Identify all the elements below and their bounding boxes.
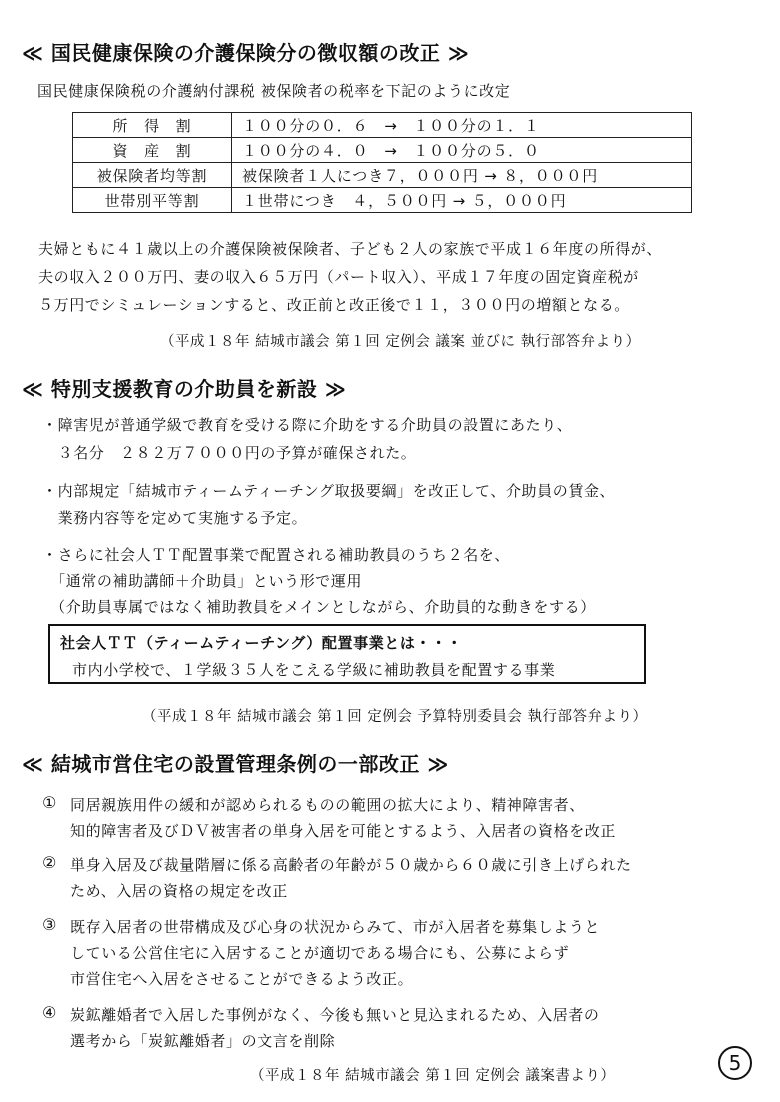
section3-heading: ≪ 結城市営住宅の設置管理条例の一部改正 ≫ — [22, 752, 449, 776]
section3-source: （平成１８年 結城市議会 第１回 定例会 議案書より） — [250, 1068, 616, 1084]
rate-value: １世帯につき ４，５００円 → ５，０００円 — [232, 188, 692, 213]
item-line: している公営住宅に入居することが適切である場合にも、公募によらず — [70, 944, 570, 962]
rate-label: 被保険者均等割 — [73, 163, 232, 188]
bullet-line: （介助員専属ではなく補助教員をメインとしながら、介助員的な動きをする） — [42, 598, 596, 616]
item-line: 既存入居者の世帯構成及び心身の状況からみて、市が入居者を募集しようと — [70, 918, 601, 936]
bullet-line: 「通常の補助講師＋介助員」という形で運用 — [42, 572, 363, 590]
table-row — [73, 163, 692, 188]
bullet-line: 業務内容等を定めて実施する予定。 — [42, 509, 308, 527]
section1-source: （平成１８年 結城市議会 第１回 定例会 議案 並びに 執行部答弁より） — [160, 334, 641, 350]
item-line: 炭鉱離婚者で入居した事例がなく、今後も無いと見込まれるため、入居者の — [70, 1006, 600, 1024]
item-line: 知的障害者及びＤＶ被害者の単身入居を可能とするよう、入居者の資格を改正 — [70, 822, 617, 840]
section2-heading: ≪ 特別支援教育の介助員を新設 ≫ — [22, 377, 347, 401]
rate-label: 所 得 割 — [73, 113, 232, 138]
item-number: ② — [42, 853, 57, 872]
item-line: 単身入居及び裁量階層に係る高齢者の年齢が５０歳から６０歳に引き上げられた — [70, 856, 632, 874]
section1-body-line: 夫の収入２００万円、妻の収入６５万円（パート収入）、平成１７年度の固定資産税が — [38, 268, 639, 286]
rate-label: 世帯別平等割 — [73, 188, 232, 213]
rate-value: 被保険者１人につき７，０００円 → ８，０００円 — [232, 163, 692, 188]
item-line: 選考から「炭鉱離婚者」の文言を削除 — [70, 1032, 336, 1050]
item-number: ④ — [42, 1003, 57, 1022]
section1-body-line: ５万円でシミュレーションすると、改正前と改正後で１１，３００円の増額となる。 — [38, 296, 630, 314]
definition-box-body: 市内小学校で、１学級３５人をこえる学級に補助教員を配置する事業 — [72, 661, 556, 679]
item-line: 市営住宅へ入居をさせることができるよう改正。 — [70, 970, 414, 988]
item-number: ③ — [42, 915, 57, 934]
item-line: 同居親族用件の緩和が認められるものの範囲の拡大により、精神障害者、 — [70, 796, 585, 814]
section1-heading: ≪ 国民健康保険の介護保険分の徴収額の改正 ≫ — [22, 41, 470, 65]
section2-source: （平成１８年 結城市議会 第１回 定例会 予算特別委員会 執行部答弁より） — [142, 709, 648, 725]
tax-rate-table — [72, 112, 692, 213]
item-line: ため、入居の資格の規定を改正 — [70, 882, 288, 900]
table-row — [73, 138, 692, 163]
rate-value: １００分の４．０ → １００分の５．０ — [232, 138, 692, 163]
bullet-line: ３名分 ２８２万７０００円の予算が確保された。 — [42, 444, 417, 462]
bullet-line: ・さらに社会人ＴＴ配置事業で配置される補助教員のうち２名を、 — [42, 546, 511, 564]
definition-box-title: 社会人ＴＴ（ティームティーチング）配置事業とは・・・ — [60, 634, 463, 652]
bullet-line: ・障害児が普通学級で教育を受ける際に介助をする介助員の設置にあたり、 — [42, 416, 573, 434]
section1-body-line: 夫婦ともに４１歳以上の介護保険被保険者、子ども２人の家族で平成１６年度の所得が、 — [38, 240, 663, 258]
table-row — [73, 113, 692, 138]
section1-intro: 国民健康保険税の介護納付課税 被保険者の税率を下記のように改定 — [37, 82, 511, 100]
item-number: ① — [42, 793, 57, 812]
rate-label: 資 産 割 — [73, 138, 232, 163]
table-row — [73, 188, 692, 213]
rate-value: １００分の０．６ → １００分の１．１ — [232, 113, 692, 138]
bullet-line: ・内部規定「結城市ティームティーチング取扱要綱」を改正して、介助員の賃金、 — [42, 482, 616, 500]
page-number: 5 — [718, 1046, 752, 1080]
definition-box — [48, 624, 646, 684]
